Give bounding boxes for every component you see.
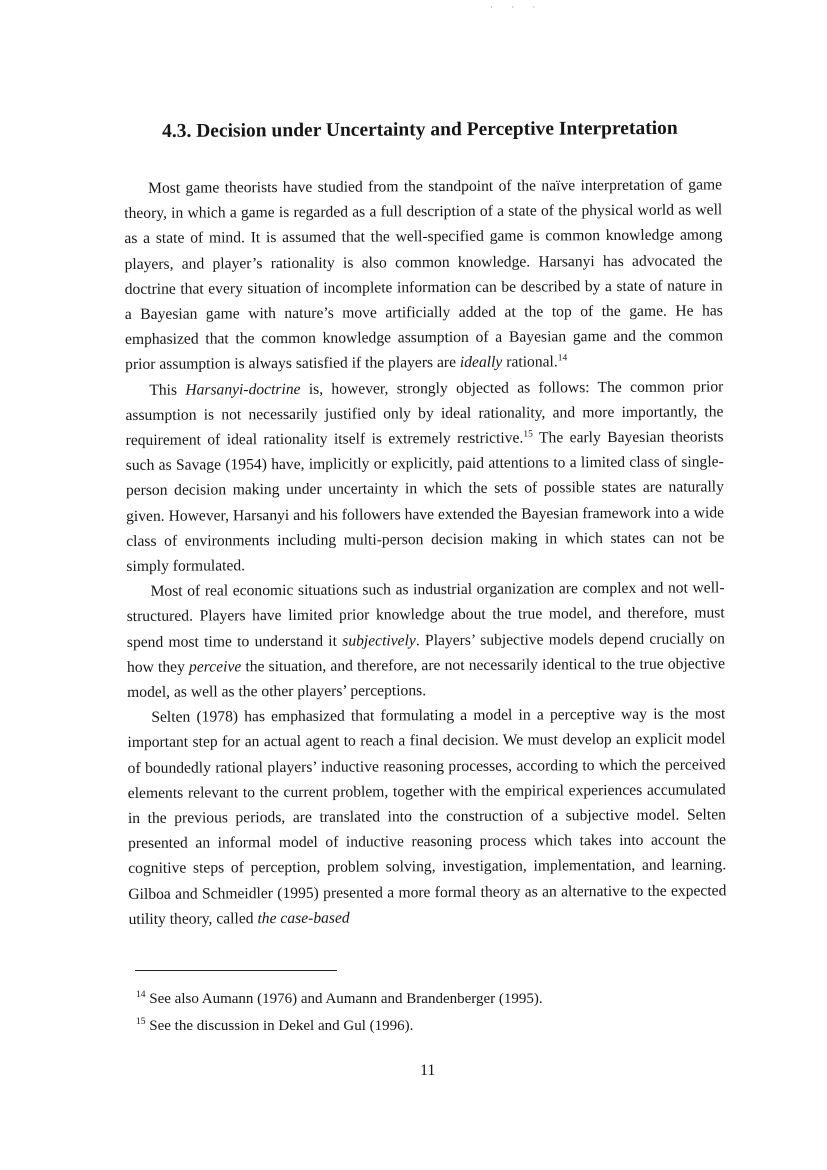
- body-text: [124, 172, 727, 932]
- italic-text: subjectively: [342, 631, 416, 650]
- footnote-mark: 15: [136, 1017, 146, 1027]
- footnote-ref: 14: [557, 353, 568, 364]
- italic-text: Harsanyi-doctrine: [185, 380, 301, 399]
- footnote-mark: 14: [136, 990, 146, 1000]
- paragraph: [126, 576, 725, 706]
- paragraph-text: is, however, strongly objected as follows: The common prior assumption is not necessarily justified only by ideal rationality, and more importantly, the requirement of ideal rationality itself is extremely restrictive.: [125, 377, 724, 450]
- paragraph-text: Most game theorists have studied from the standpoint of the naïve interpretation of game theory, in which a game is regarded as a full description of a state of the physical world as well as a state of mind. It is assumed that the well-specified game is common knowledge among players, and player’s rationality is also common knowledge. Harsanyi has advocated the doctrine that every situation of incomplete information can be described by a state of nature in a Bayesian game with nature’s move artificially added at the top of the game. He has emphasized that the common knowledge assumption of a Bayesian game and the common prior assumption is always satisfied if the players are: [124, 176, 724, 374]
- italic-text: the case-based: [257, 909, 350, 928]
- paragraph-text: Selten (1978) has emphasized that formulating a model in a perceptive way is the most important step for an actual agent to reach a final decision. We must develop an explicit model of boundedly rational players’ inductive reasoning processes, according to which the perceived elements relevant to the current problem, together with the empirical experiences accumulated in the previous periods, are translated into the construction of a subjective model. Selten presented an informal model of inductive reasoning process which takes into account the cognitive steps of perception, problem solving, investigation, implementation, and learning. Gilboa and Schmeidler (1995) presented a more formal theory as an alternative to the expected utility theory, called: [127, 705, 727, 928]
- paragraph-text: . Players’ subjective models depend crucially on how they: [126, 629, 725, 676]
- paragraph: [125, 374, 724, 579]
- footnote: [136, 1013, 696, 1040]
- scan-artifact: · · ·: [490, 2, 544, 12]
- footnote: [136, 986, 696, 1013]
- paragraph: [127, 702, 726, 932]
- paragraph-text: the situation, and therefore, are not necessarily identical to the true objective model, as well as the other players’ perceptions.: [127, 655, 726, 702]
- paragraph-text: Most of real economic situations such as industrial organization are complex and not well-structured. Players have limited prior knowledge about the true model, and therefore, must spend most time to understand it: [126, 579, 725, 651]
- footnote-text: See the discussion in Dekel and Gul (1996).: [149, 1018, 414, 1034]
- paragraph-text: This: [149, 381, 186, 399]
- paragraph: [124, 172, 723, 377]
- footnote-text: See also Aumann (1976) and Aumann and Brandenberger (1995).: [149, 991, 543, 1007]
- italic-text: ideally: [459, 354, 503, 372]
- paragraph-text: rational.: [502, 353, 558, 372]
- italic-text: perceive: [188, 658, 242, 676]
- footnotes: [136, 986, 696, 1040]
- section-heading: 4.3. Decision under Uncertainty and Perceptive Interpretation: [162, 117, 678, 142]
- paragraph-text: The early Bayesian theorists such as Savage (1954) have, implicitly or explicitly, paid attentions to a limited class of single-person decision making under uncertainty in which the sets of possible states are naturally given. However, Harsanyi and his followers have extended the Bayesian framework into a wide class of environments including multi-person decision making in which states can not be simply formulated.: [125, 428, 725, 576]
- page-number: 11: [420, 1062, 436, 1079]
- footnote-divider: [135, 970, 337, 971]
- footnote-ref: 15: [523, 429, 533, 440]
